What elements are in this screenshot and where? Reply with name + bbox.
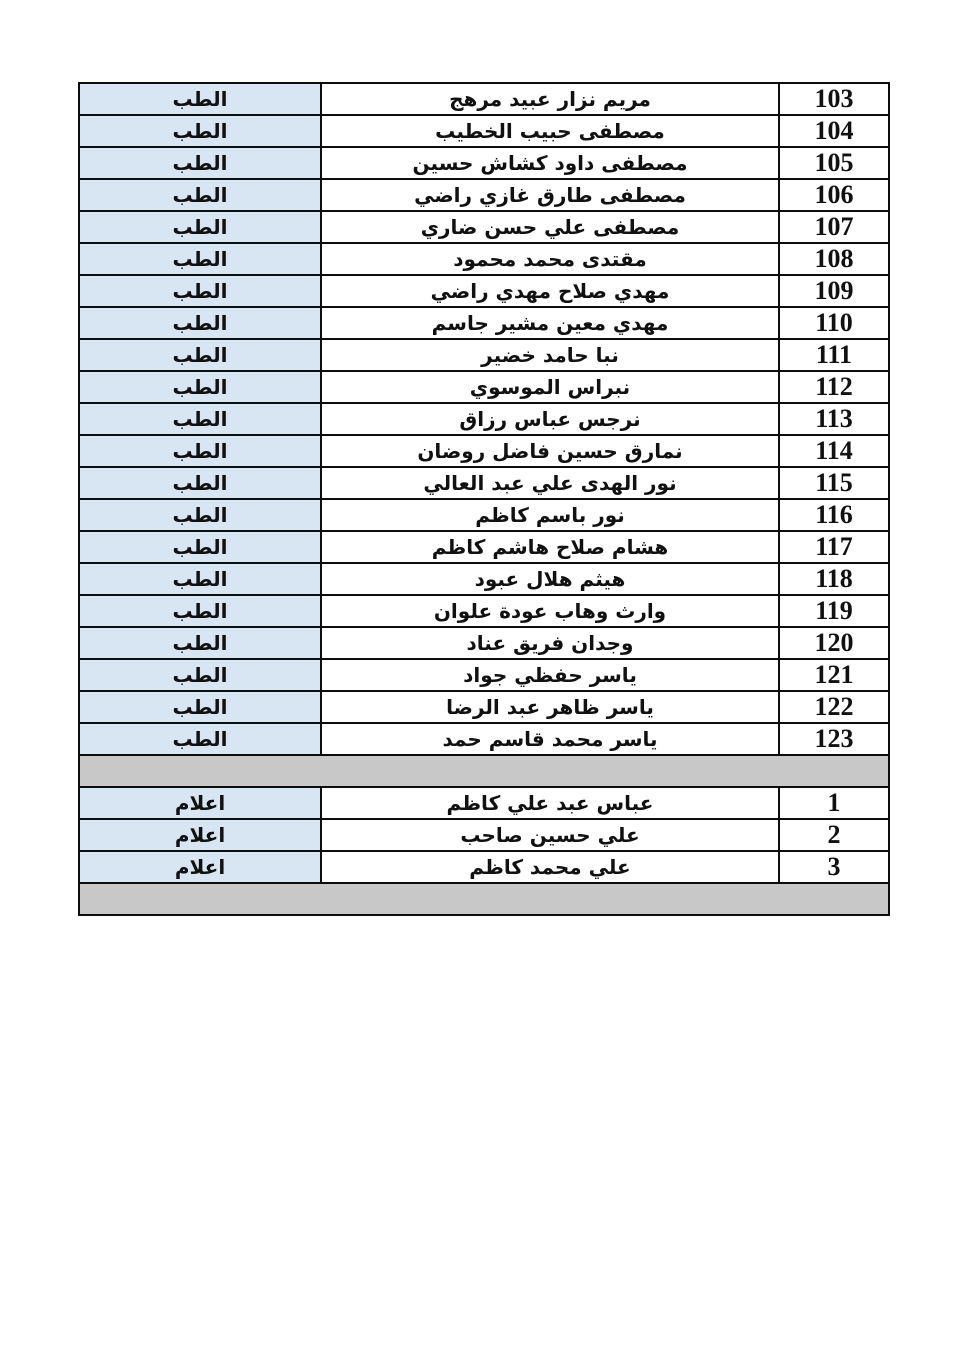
student-name-cell: هيثم هلال عبود [321,563,779,595]
row-number-cell: 113 [779,403,889,435]
table-row [79,851,889,883]
row-number-cell: 115 [779,467,889,499]
student-name-cell: نرجس عباس رزاق [321,403,779,435]
row-number-cell: 121 [779,659,889,691]
department-cell: اعلام [79,787,321,819]
table-row [79,659,889,691]
table-row [79,531,889,563]
department-cell: الطب [79,531,321,563]
row-number-cell: 106 [779,179,889,211]
department-cell: الطب [79,563,321,595]
department-cell: الطب [79,307,321,339]
student-name-cell: مصطفى طارق غازي راضي [321,179,779,211]
row-number-cell: 105 [779,147,889,179]
department-cell: اعلام [79,851,321,883]
department-cell: الطب [79,467,321,499]
table-row [79,147,889,179]
student-name-cell: مريم نزار عبيد مرهج [321,83,779,115]
student-name-cell: نور الهدى علي عبد العالي [321,467,779,499]
table-row [79,787,889,819]
student-name-cell: ياسر حفظي جواد [321,659,779,691]
student-name-cell: نور باسم كاظم [321,499,779,531]
student-name-cell: هشام صلاح هاشم كاظم [321,531,779,563]
table-row [79,115,889,147]
department-cell: الطب [79,275,321,307]
table-row [79,595,889,627]
student-name-cell: مهدي معين مشير جاسم [321,307,779,339]
row-number-cell: 103 [779,83,889,115]
student-name-cell: نمارق حسين فاضل روضان [321,435,779,467]
table-row [79,819,889,851]
row-number-cell: 109 [779,275,889,307]
row-number-cell: 114 [779,435,889,467]
student-name-cell: مصطفى علي حسن ضاري [321,211,779,243]
row-number-cell: 118 [779,563,889,595]
department-cell: الطب [79,83,321,115]
table-row [79,339,889,371]
row-number-cell: 1 [779,787,889,819]
row-number-cell: 3 [779,851,889,883]
student-name-cell: مصطفى حبيب الخطيب [321,115,779,147]
department-cell: الطب [79,403,321,435]
department-cell: الطب [79,371,321,403]
row-number-cell: 104 [779,115,889,147]
row-number-cell: 117 [779,531,889,563]
department-cell: الطب [79,339,321,371]
department-cell: الطب [79,691,321,723]
row-number-cell: 116 [779,499,889,531]
table-row [79,83,889,115]
separator-cell [79,883,889,915]
student-name-cell: ياسر ظاهر عبد الرضا [321,691,779,723]
table-row [79,499,889,531]
student-name-cell: عباس عبد علي كاظم [321,787,779,819]
row-number-cell: 123 [779,723,889,755]
table-row [79,275,889,307]
student-name-cell: علي محمد كاظم [321,851,779,883]
table-row [79,691,889,723]
department-cell: الطب [79,179,321,211]
student-name-cell: مهدي صلاح مهدي راضي [321,275,779,307]
department-cell: الطب [79,499,321,531]
department-cell: اعلام [79,819,321,851]
student-name-cell: وجدان فريق عناد [321,627,779,659]
row-number-cell: 110 [779,307,889,339]
row-number-cell: 112 [779,371,889,403]
student-name-cell: نبا حامد خضير [321,339,779,371]
student-name-cell: مقتدى محمد محمود [321,243,779,275]
table-body [79,83,889,915]
department-cell: الطب [79,435,321,467]
table-row [79,723,889,755]
department-cell: الطب [79,627,321,659]
row-number-cell: 107 [779,211,889,243]
table-row [79,307,889,339]
table-row [79,403,889,435]
table-row [79,563,889,595]
table-row [79,211,889,243]
student-name-cell: ياسر محمد قاسم حمد [321,723,779,755]
table-row [79,179,889,211]
table-row [79,243,889,275]
department-cell: الطب [79,115,321,147]
table-row [79,627,889,659]
section-separator-row [79,883,889,915]
row-number-cell: 111 [779,339,889,371]
student-name-cell: علي حسين صاحب [321,819,779,851]
student-name-cell: نبراس الموسوي [321,371,779,403]
department-cell: الطب [79,595,321,627]
department-cell: الطب [79,211,321,243]
row-number-cell: 108 [779,243,889,275]
table-row [79,435,889,467]
department-cell: الطب [79,243,321,275]
department-cell: الطب [79,723,321,755]
table-row [79,371,889,403]
row-number-cell: 122 [779,691,889,723]
separator-cell [79,755,889,787]
section-separator-row [79,755,889,787]
department-cell: الطب [79,147,321,179]
row-number-cell: 120 [779,627,889,659]
student-roster-table [78,82,890,916]
table-row [79,467,889,499]
student-name-cell: مصطفى داود كشاش حسين [321,147,779,179]
student-name-cell: وارث وهاب عودة علوان [321,595,779,627]
department-cell: الطب [79,659,321,691]
row-number-cell: 119 [779,595,889,627]
row-number-cell: 2 [779,819,889,851]
